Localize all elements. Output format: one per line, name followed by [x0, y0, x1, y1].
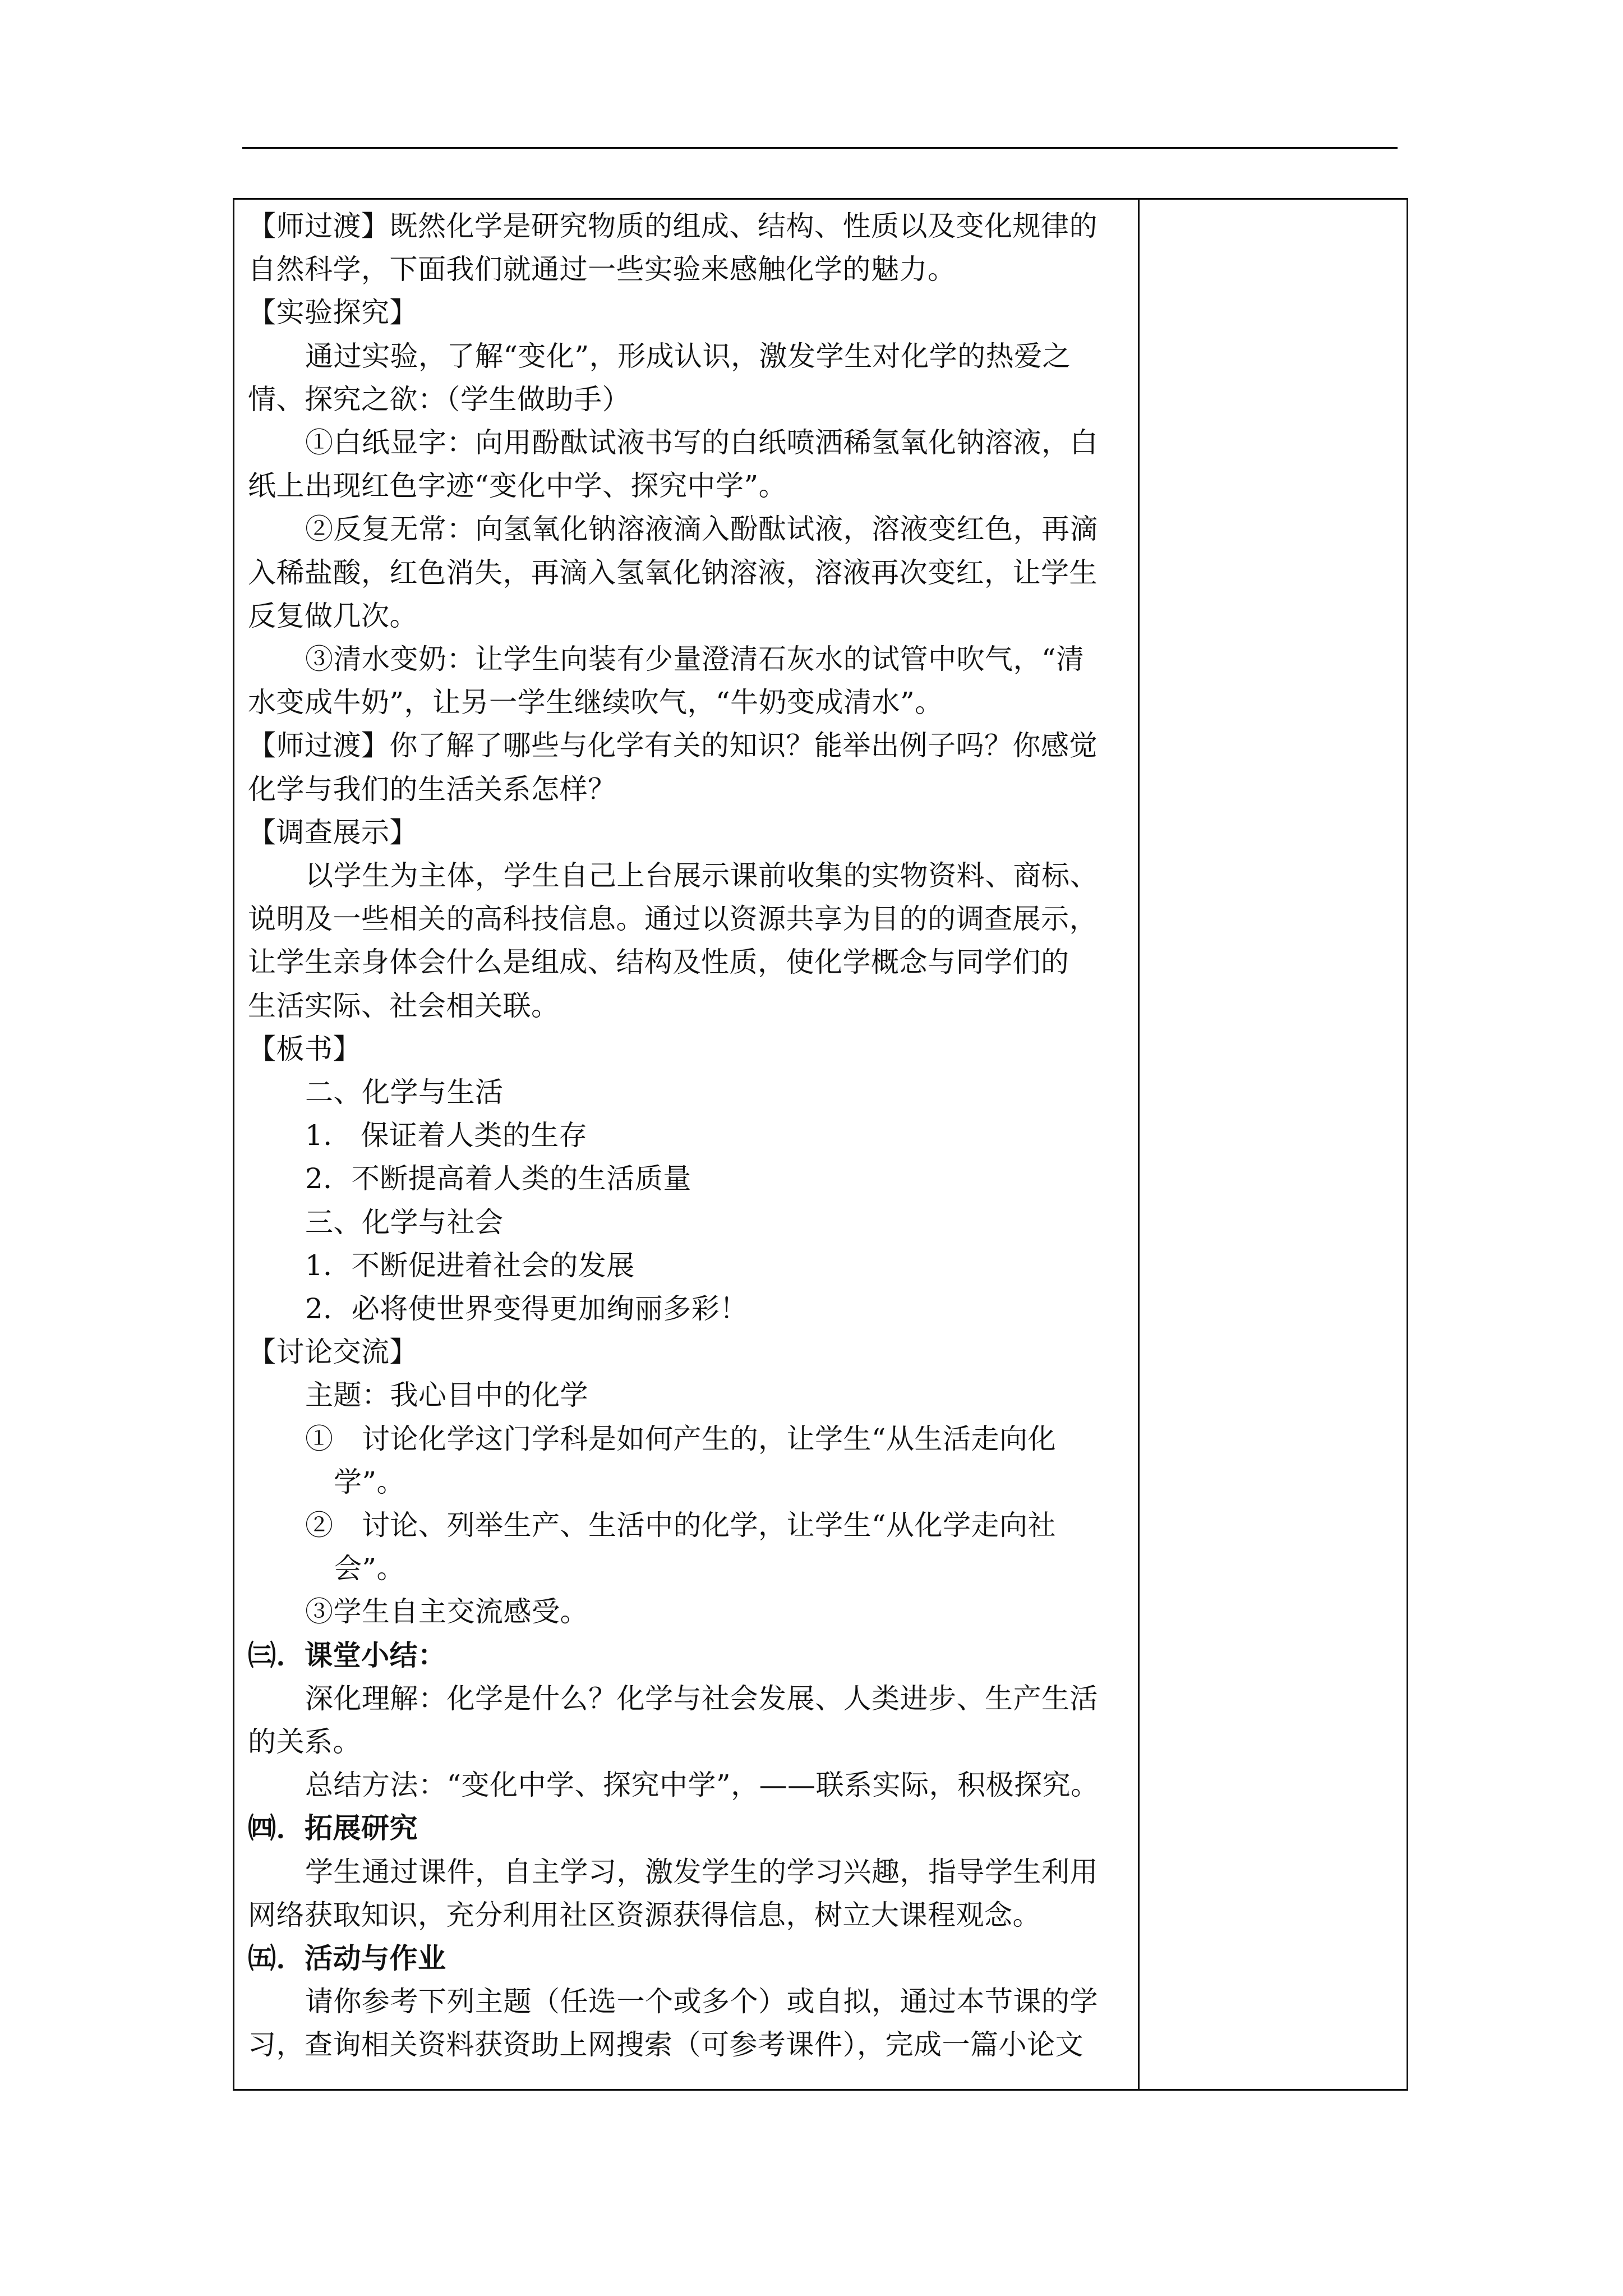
content-line: ㈤．活动与作业 [248, 1941, 446, 1975]
content-line: 【实验探究】 [248, 296, 418, 329]
content-line: 【师过渡】你了解了哪些与化学有关的知识？能举出例子吗？你感觉 [248, 729, 1098, 762]
content-line: 的关系。 [248, 1726, 361, 1758]
content-line: 学生通过课件，自主学习，激发学生的学习兴趣，指导学生利用 [305, 1855, 1098, 1888]
content-line: 二、化学与生活 [305, 1076, 504, 1108]
content-line: 请你参考下列主题（任选一个或多个）或自拟，通过本节课的学 [305, 1985, 1098, 2018]
content-line: 水变成牛奶”，让另一学生继续吹气，“牛奶变成清水”。 [248, 686, 943, 719]
content-line: ①白纸显字：向用酚酞试液书写的白纸喷洒稀氢氧化钠溶液，白 [305, 426, 1098, 459]
content-line: 自然科学，下面我们就通过一些实验来感触化学的魅力。 [248, 253, 956, 286]
content-line: 生活实际、社会相关联。 [248, 989, 560, 1022]
content-line: 习，查询相关资料获资助上网搜索（可参考课件），完成一篇小论文 [248, 2028, 1083, 2062]
content-line: 纸上出现红色字迹“变化中学、探究中学”。 [248, 470, 787, 503]
content-line: 2．不断提高着人类的生活质量 [305, 1162, 691, 1195]
content-line: 情、探究之欲：（学生做助手） [248, 383, 630, 416]
content-line: 化学与我们的生活关系怎样？ [248, 772, 616, 806]
content-line: 网络获取知识，充分利用社区资源获得信息，树立大课程观念。 [248, 1898, 1041, 1931]
content-line: 【师过渡】既然化学是研究物质的组成、结构、性质以及变化规律的 [248, 210, 1098, 242]
header-rule [242, 147, 1398, 149]
content-line: ③学生自主交流感受。 [305, 1595, 588, 1628]
content-line: ③清水变奶：让学生向装有少量澄清石灰水的试管中吹气，“清 [305, 643, 1085, 675]
content-line: 反复做几次。 [248, 599, 418, 632]
content-line: 以学生为主体，学生自己上台展示课前收集的实物资料、商标、 [305, 859, 1098, 892]
content-line: 让学生亲身体会什么是组成、结构及性质，使化学概念与同学们的 [248, 946, 1069, 979]
content-line: 2．必将使世界变得更加绚丽多彩！ [305, 1292, 748, 1325]
content-line: 【调查展示】 [248, 816, 418, 849]
content-line: 三、化学与社会 [305, 1205, 504, 1239]
content-line: 1．不断促进着社会的发展 [305, 1249, 635, 1282]
content-line: ① 讨论化学这门学科是如何产生的，让学生“从生活走向化 [305, 1422, 1057, 1455]
content-line: 学”。 [334, 1465, 405, 1498]
content-line: ㈢．课堂小结： [248, 1638, 446, 1672]
lesson-plan-table [233, 198, 1408, 2091]
content-line: 会”。 [334, 1552, 405, 1585]
lesson-content-cell [248, 200, 1128, 2089]
content-line: ㈣．拓展研究 [248, 1811, 418, 1845]
notes-cell [1140, 200, 1407, 2089]
content-line: 总结方法：“变化中学、探究中学”，——联系实际，积极探究。 [305, 1769, 1099, 1802]
content-line: 深化理解：化学是什么？化学与社会发展、人类进步、生产生活 [305, 1682, 1098, 1715]
content-line: 主题：我心目中的化学 [305, 1379, 588, 1412]
content-line: 说明及一些相关的高科技信息。通过以资源共享为目的的调查展示， [248, 903, 1098, 936]
content-line: 入稀盐酸，红色消失，再滴入氢氧化钠溶液，溶液再次变红，让学生 [248, 556, 1098, 589]
content-line: 【板书】 [248, 1032, 361, 1065]
content-line: 1. 保证着人类的生存 [305, 1119, 588, 1152]
content-line: 通过实验，了解“变化”，形成认识，激发学生对化学的热爱之 [305, 339, 1071, 372]
content-line: 【讨论交流】 [248, 1336, 418, 1369]
content-line: ② 讨论、列举生产、生活中的化学，让学生“从化学走向社 [305, 1509, 1057, 1542]
content-line: ②反复无常：向氢氧化钠溶液滴入酚酞试液，溶液变红色，再滴 [305, 513, 1098, 546]
